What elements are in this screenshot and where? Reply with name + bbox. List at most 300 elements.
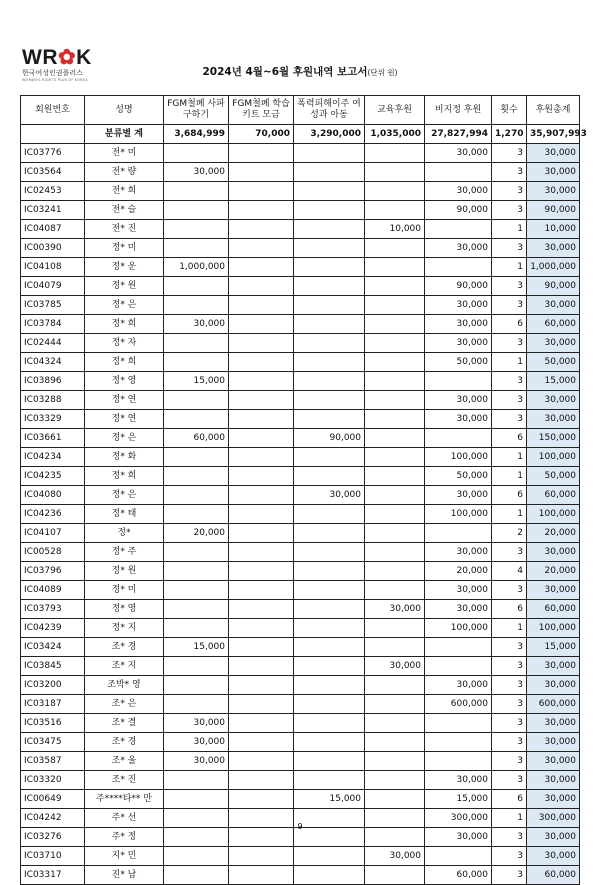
cell-undesignated: 30,000 — [425, 410, 492, 429]
cell-migrant-women — [294, 638, 365, 657]
table-row — [21, 220, 580, 239]
cell-name: 주* 선 — [85, 809, 164, 828]
cell-fgm-kit — [229, 581, 294, 600]
cell-fgm-sapa — [164, 391, 229, 410]
cell-member-id: IC04236 — [21, 505, 85, 524]
cell-fgm-sapa — [164, 619, 229, 638]
cell-member-id: IC04108 — [21, 258, 85, 277]
cell-undesignated — [425, 638, 492, 657]
table-row — [21, 448, 580, 467]
table-row — [21, 277, 580, 296]
cell-fgm-sapa: 60,000 — [164, 429, 229, 448]
cell-count: 3 — [492, 733, 527, 752]
cell-undesignated: 30,000 — [425, 828, 492, 847]
cell-education — [365, 182, 425, 201]
table-row — [21, 524, 580, 543]
cell-education — [365, 239, 425, 258]
table-row — [21, 562, 580, 581]
cell-undesignated — [425, 429, 492, 448]
header-fgm-kit: FGM철폐 학습키트 모금 — [229, 96, 294, 125]
cell-fgm-kit — [229, 695, 294, 714]
cell-name: 전* 희 — [85, 182, 164, 201]
cell-total: 30,000 — [527, 714, 580, 733]
cell-fgm-kit — [229, 296, 294, 315]
cell-total: 1,000,000 — [527, 258, 580, 277]
cell-total: 30,000 — [527, 847, 580, 866]
table-row — [21, 733, 580, 752]
logo-english-name: WOMEN'S RIGHTS PLUS OF KOREA — [22, 78, 88, 82]
table-row — [21, 372, 580, 391]
cell-name: 조* 진 — [85, 771, 164, 790]
cell-count: 3 — [492, 657, 527, 676]
cell-migrant-women — [294, 201, 365, 220]
cell-migrant-women: 30,000 — [294, 486, 365, 505]
table-row — [21, 429, 580, 448]
cell-member-id: IC04107 — [21, 524, 85, 543]
cell-education — [365, 429, 425, 448]
cell-name: 조박* 영 — [85, 676, 164, 695]
cell-count: 1 — [492, 448, 527, 467]
cell-education — [365, 543, 425, 562]
cell-name: 정* — [85, 524, 164, 543]
cell-count: 3 — [492, 372, 527, 391]
cell-undesignated — [425, 733, 492, 752]
cell-fgm-kit — [229, 676, 294, 695]
cell-name: 정* 희 — [85, 315, 164, 334]
summary-cell: 70,000 — [229, 125, 294, 144]
cell-name: 정* 은 — [85, 486, 164, 505]
cell-total: 30,000 — [527, 581, 580, 600]
cell-fgm-sapa — [164, 486, 229, 505]
summary-label: 분류별 계 — [85, 125, 164, 144]
header-education: 교육후원 — [365, 96, 425, 125]
cell-fgm-kit — [229, 201, 294, 220]
cell-total: 600,000 — [527, 695, 580, 714]
cell-total: 30,000 — [527, 790, 580, 809]
cell-undesignated — [425, 752, 492, 771]
cell-count: 3 — [492, 239, 527, 258]
cell-education: 10,000 — [365, 220, 425, 239]
cell-migrant-women — [294, 676, 365, 695]
cell-member-id: IC03710 — [21, 847, 85, 866]
cell-member-id: IC03241 — [21, 201, 85, 220]
cell-member-id: IC03845 — [21, 657, 85, 676]
cell-fgm-sapa: 30,000 — [164, 163, 229, 182]
cell-member-id: IC02444 — [21, 334, 85, 353]
cell-fgm-kit — [229, 486, 294, 505]
cell-fgm-sapa: 15,000 — [164, 372, 229, 391]
cell-member-id: IC02453 — [21, 182, 85, 201]
cell-undesignated: 15,000 — [425, 790, 492, 809]
cell-fgm-sapa: 20,000 — [164, 524, 229, 543]
cell-count: 1 — [492, 467, 527, 486]
cell-fgm-kit — [229, 277, 294, 296]
cell-name: 정* 연 — [85, 391, 164, 410]
header-total: 후원총계 — [527, 96, 580, 125]
cell-fgm-sapa — [164, 144, 229, 163]
table-row — [21, 163, 580, 182]
table-row — [21, 296, 580, 315]
cell-education — [365, 562, 425, 581]
cell-undesignated — [425, 258, 492, 277]
cell-education — [365, 733, 425, 752]
cell-name: 정* 희 — [85, 353, 164, 372]
cell-total: 60,000 — [527, 866, 580, 885]
cell-migrant-women — [294, 847, 365, 866]
cell-name: 지* 민 — [85, 847, 164, 866]
cell-fgm-sapa — [164, 600, 229, 619]
cell-total: 30,000 — [527, 391, 580, 410]
cell-name: 전* 슬 — [85, 201, 164, 220]
cell-total: 60,000 — [527, 600, 580, 619]
cell-migrant-women — [294, 581, 365, 600]
cell-education — [365, 467, 425, 486]
table-row — [21, 543, 580, 562]
summary-row — [21, 125, 580, 144]
cell-fgm-sapa — [164, 410, 229, 429]
cell-total: 300,000 — [527, 809, 580, 828]
cell-member-id: IC04080 — [21, 486, 85, 505]
cell-migrant-women — [294, 505, 365, 524]
cell-name: 정* 원 — [85, 562, 164, 581]
cell-fgm-kit — [229, 714, 294, 733]
cell-count: 3 — [492, 752, 527, 771]
header-count: 횟수 — [492, 96, 527, 125]
cell-name: 정* 태 — [85, 505, 164, 524]
cell-education: 30,000 — [365, 847, 425, 866]
cell-count: 3 — [492, 334, 527, 353]
cell-count: 3 — [492, 828, 527, 847]
cell-migrant-women — [294, 296, 365, 315]
cell-education — [365, 163, 425, 182]
cell-count: 1 — [492, 505, 527, 524]
cell-migrant-women — [294, 163, 365, 182]
cell-fgm-kit — [229, 562, 294, 581]
table-row — [21, 657, 580, 676]
cell-undesignated: 30,000 — [425, 600, 492, 619]
cell-undesignated: 30,000 — [425, 334, 492, 353]
cell-count: 3 — [492, 847, 527, 866]
cell-count: 6 — [492, 429, 527, 448]
cell-undesignated: 600,000 — [425, 695, 492, 714]
cell-count: 1 — [492, 809, 527, 828]
cell-fgm-kit — [229, 657, 294, 676]
cell-total: 150,000 — [527, 429, 580, 448]
cell-total: 100,000 — [527, 505, 580, 524]
cell-undesignated: 30,000 — [425, 144, 492, 163]
cell-migrant-women — [294, 315, 365, 334]
table-row — [21, 790, 580, 809]
cell-total: 30,000 — [527, 543, 580, 562]
cell-count: 6 — [492, 600, 527, 619]
cell-education — [365, 391, 425, 410]
cell-fgm-sapa — [164, 562, 229, 581]
cell-undesignated — [425, 220, 492, 239]
cell-fgm-sapa — [164, 581, 229, 600]
summary-cell: 1,035,000 — [365, 125, 425, 144]
cell-migrant-women — [294, 410, 365, 429]
cell-undesignated: 50,000 — [425, 467, 492, 486]
cell-member-id: IC03200 — [21, 676, 85, 695]
cell-total: 30,000 — [527, 657, 580, 676]
cell-member-id: IC04234 — [21, 448, 85, 467]
cell-count: 1 — [492, 619, 527, 638]
cell-migrant-women — [294, 448, 365, 467]
cell-name: 정* 화 — [85, 448, 164, 467]
cell-undesignated: 100,000 — [425, 505, 492, 524]
cell-education — [365, 524, 425, 543]
cell-name: 조* 경 — [85, 733, 164, 752]
cell-migrant-women — [294, 467, 365, 486]
cell-fgm-kit — [229, 315, 294, 334]
cell-fgm-sapa — [164, 448, 229, 467]
cell-member-id: IC04089 — [21, 581, 85, 600]
cell-undesignated: 30,000 — [425, 581, 492, 600]
cell-education — [365, 771, 425, 790]
cell-count: 3 — [492, 410, 527, 429]
cell-total: 20,000 — [527, 524, 580, 543]
cell-education — [365, 144, 425, 163]
table-row — [21, 410, 580, 429]
cell-name: 정* 은 — [85, 296, 164, 315]
cell-name: 정* 은 — [85, 429, 164, 448]
cell-migrant-women — [294, 714, 365, 733]
table-row — [21, 201, 580, 220]
table-row — [21, 638, 580, 657]
cell-member-id: IC03288 — [21, 391, 85, 410]
cell-undesignated: 30,000 — [425, 486, 492, 505]
table-row — [21, 353, 580, 372]
cell-migrant-women — [294, 220, 365, 239]
summary-cell: 1,270 — [492, 125, 527, 144]
cell-member-id: IC03276 — [21, 828, 85, 847]
cell-undesignated: 100,000 — [425, 619, 492, 638]
cell-total: 50,000 — [527, 353, 580, 372]
summary-total: 35,907,993 — [527, 125, 580, 144]
table-row — [21, 505, 580, 524]
cell-total: 30,000 — [527, 771, 580, 790]
cell-fgm-sapa — [164, 657, 229, 676]
header-migrant-women: 폭력피해이주 여성과 아동 — [294, 96, 365, 125]
cell-fgm-sapa — [164, 543, 229, 562]
cell-total: 60,000 — [527, 315, 580, 334]
cell-education — [365, 201, 425, 220]
cell-name: 정* 지 — [85, 619, 164, 638]
cell-member-id: IC00528 — [21, 543, 85, 562]
cell-member-id: IC03187 — [21, 695, 85, 714]
cell-fgm-sapa — [164, 676, 229, 695]
cell-fgm-kit — [229, 429, 294, 448]
cell-undesignated — [425, 372, 492, 391]
cell-name: 조* 울 — [85, 752, 164, 771]
summary-cell: 27,827,994 — [425, 125, 492, 144]
cell-count: 6 — [492, 315, 527, 334]
cell-member-id: IC03776 — [21, 144, 85, 163]
cell-count: 3 — [492, 866, 527, 885]
table-row — [21, 847, 580, 866]
cell-name: 전* 미 — [85, 144, 164, 163]
cell-name: 정* 원 — [85, 277, 164, 296]
cell-migrant-women: 15,000 — [294, 790, 365, 809]
cell-name: 정* 미 — [85, 581, 164, 600]
table-row — [21, 258, 580, 277]
cell-fgm-sapa — [164, 296, 229, 315]
cell-count: 3 — [492, 201, 527, 220]
cell-count: 4 — [492, 562, 527, 581]
logo-korean-name: 한국여성인권플러스 — [22, 69, 83, 77]
table-row — [21, 676, 580, 695]
cell-member-id: IC03785 — [21, 296, 85, 315]
table-row — [21, 619, 580, 638]
cell-fgm-sapa — [164, 695, 229, 714]
cell-total: 15,000 — [527, 638, 580, 657]
cell-fgm-kit — [229, 353, 294, 372]
cell-fgm-kit — [229, 372, 294, 391]
cell-name: 정* 영 — [85, 600, 164, 619]
cell-name: 조* 경 — [85, 638, 164, 657]
cell-migrant-women — [294, 182, 365, 201]
cell-migrant-women — [294, 752, 365, 771]
cell-fgm-sapa — [164, 353, 229, 372]
cell-name: 조* 지 — [85, 657, 164, 676]
cell-fgm-sapa — [164, 182, 229, 201]
cell-member-id: IC03516 — [21, 714, 85, 733]
cell-undesignated — [425, 657, 492, 676]
cell-education: 30,000 — [365, 657, 425, 676]
cell-fgm-kit — [229, 182, 294, 201]
cell-member-id: IC00649 — [21, 790, 85, 809]
cell-education — [365, 410, 425, 429]
table-row — [21, 391, 580, 410]
table-row — [21, 866, 580, 885]
cell-migrant-women: 90,000 — [294, 429, 365, 448]
table-row — [21, 182, 580, 201]
cell-migrant-women — [294, 144, 365, 163]
cell-count: 1 — [492, 353, 527, 372]
cell-education — [365, 372, 425, 391]
page-number: 9 — [297, 822, 303, 831]
cell-fgm-kit — [229, 467, 294, 486]
cell-total: 60,000 — [527, 486, 580, 505]
cell-migrant-women — [294, 372, 365, 391]
cell-migrant-women — [294, 695, 365, 714]
cell-total: 30,000 — [527, 239, 580, 258]
cell-count: 3 — [492, 638, 527, 657]
summary-cell: 3,684,999 — [164, 125, 229, 144]
cell-education — [365, 695, 425, 714]
cell-migrant-women — [294, 771, 365, 790]
cell-education — [365, 353, 425, 372]
cell-total: 30,000 — [527, 163, 580, 182]
cell-education — [365, 619, 425, 638]
cell-count: 3 — [492, 581, 527, 600]
cell-total: 10,000 — [527, 220, 580, 239]
cell-undesignated — [425, 163, 492, 182]
cell-education — [365, 752, 425, 771]
cell-name: 전* 량 — [85, 163, 164, 182]
cell-migrant-women — [294, 733, 365, 752]
cell-name: 진* 남 — [85, 866, 164, 885]
cell-undesignated: 30,000 — [425, 315, 492, 334]
cell-education — [365, 790, 425, 809]
cell-fgm-sapa — [164, 790, 229, 809]
cell-count: 3 — [492, 296, 527, 315]
cell-member-id: IC03793 — [21, 600, 85, 619]
cell-member-id: IC03784 — [21, 315, 85, 334]
cell-education — [365, 277, 425, 296]
cell-member-id: IC03796 — [21, 562, 85, 581]
table-row — [21, 600, 580, 619]
cell-member-id: IC03564 — [21, 163, 85, 182]
cell-education: 30,000 — [365, 600, 425, 619]
cell-undesignated: 30,000 — [425, 182, 492, 201]
logo-wordmark: WR✿K — [22, 46, 92, 69]
cell-education — [365, 505, 425, 524]
cell-count: 1 — [492, 220, 527, 239]
table-row — [21, 714, 580, 733]
cell-fgm-kit — [229, 771, 294, 790]
cell-fgm-kit — [229, 220, 294, 239]
cell-fgm-kit — [229, 258, 294, 277]
cell-fgm-sapa — [164, 334, 229, 353]
cell-name: 정* 주 — [85, 543, 164, 562]
cell-undesignated: 50,000 — [425, 353, 492, 372]
cell-fgm-sapa: 30,000 — [164, 714, 229, 733]
cell-undesignated — [425, 714, 492, 733]
cell-migrant-women — [294, 334, 365, 353]
cell-undesignated: 300,000 — [425, 809, 492, 828]
cell-total: 30,000 — [527, 296, 580, 315]
cell-total: 30,000 — [527, 334, 580, 353]
cell-fgm-kit — [229, 619, 294, 638]
cell-undesignated: 30,000 — [425, 543, 492, 562]
cell-name: 전* 진 — [85, 220, 164, 239]
summary-cell — [21, 125, 85, 144]
summary-cell: 3,290,000 — [294, 125, 365, 144]
cell-member-id: IC04079 — [21, 277, 85, 296]
cell-fgm-sapa — [164, 771, 229, 790]
cell-name: 주****타** 만 — [85, 790, 164, 809]
cell-migrant-women — [294, 866, 365, 885]
table-row — [21, 486, 580, 505]
cell-education — [365, 486, 425, 505]
cell-undesignated: 100,000 — [425, 448, 492, 467]
cell-total: 30,000 — [527, 410, 580, 429]
cell-total: 30,000 — [527, 676, 580, 695]
cell-education — [365, 315, 425, 334]
cell-undesignated — [425, 847, 492, 866]
cell-fgm-kit — [229, 163, 294, 182]
table-row — [21, 467, 580, 486]
cell-total: 30,000 — [527, 182, 580, 201]
cell-undesignated: 30,000 — [425, 391, 492, 410]
cell-migrant-women — [294, 600, 365, 619]
cell-fgm-sapa — [164, 467, 229, 486]
cell-education — [365, 714, 425, 733]
cell-name: 조* 은 — [85, 695, 164, 714]
cell-fgm-sapa — [164, 847, 229, 866]
table-header-row — [21, 96, 580, 125]
table-row — [21, 334, 580, 353]
cell-count: 6 — [492, 486, 527, 505]
cell-fgm-kit — [229, 752, 294, 771]
cell-undesignated — [425, 524, 492, 543]
cell-name: 정* 자 — [85, 334, 164, 353]
cell-undesignated: 20,000 — [425, 562, 492, 581]
cell-member-id: IC00390 — [21, 239, 85, 258]
cell-education — [365, 448, 425, 467]
cell-fgm-kit — [229, 543, 294, 562]
